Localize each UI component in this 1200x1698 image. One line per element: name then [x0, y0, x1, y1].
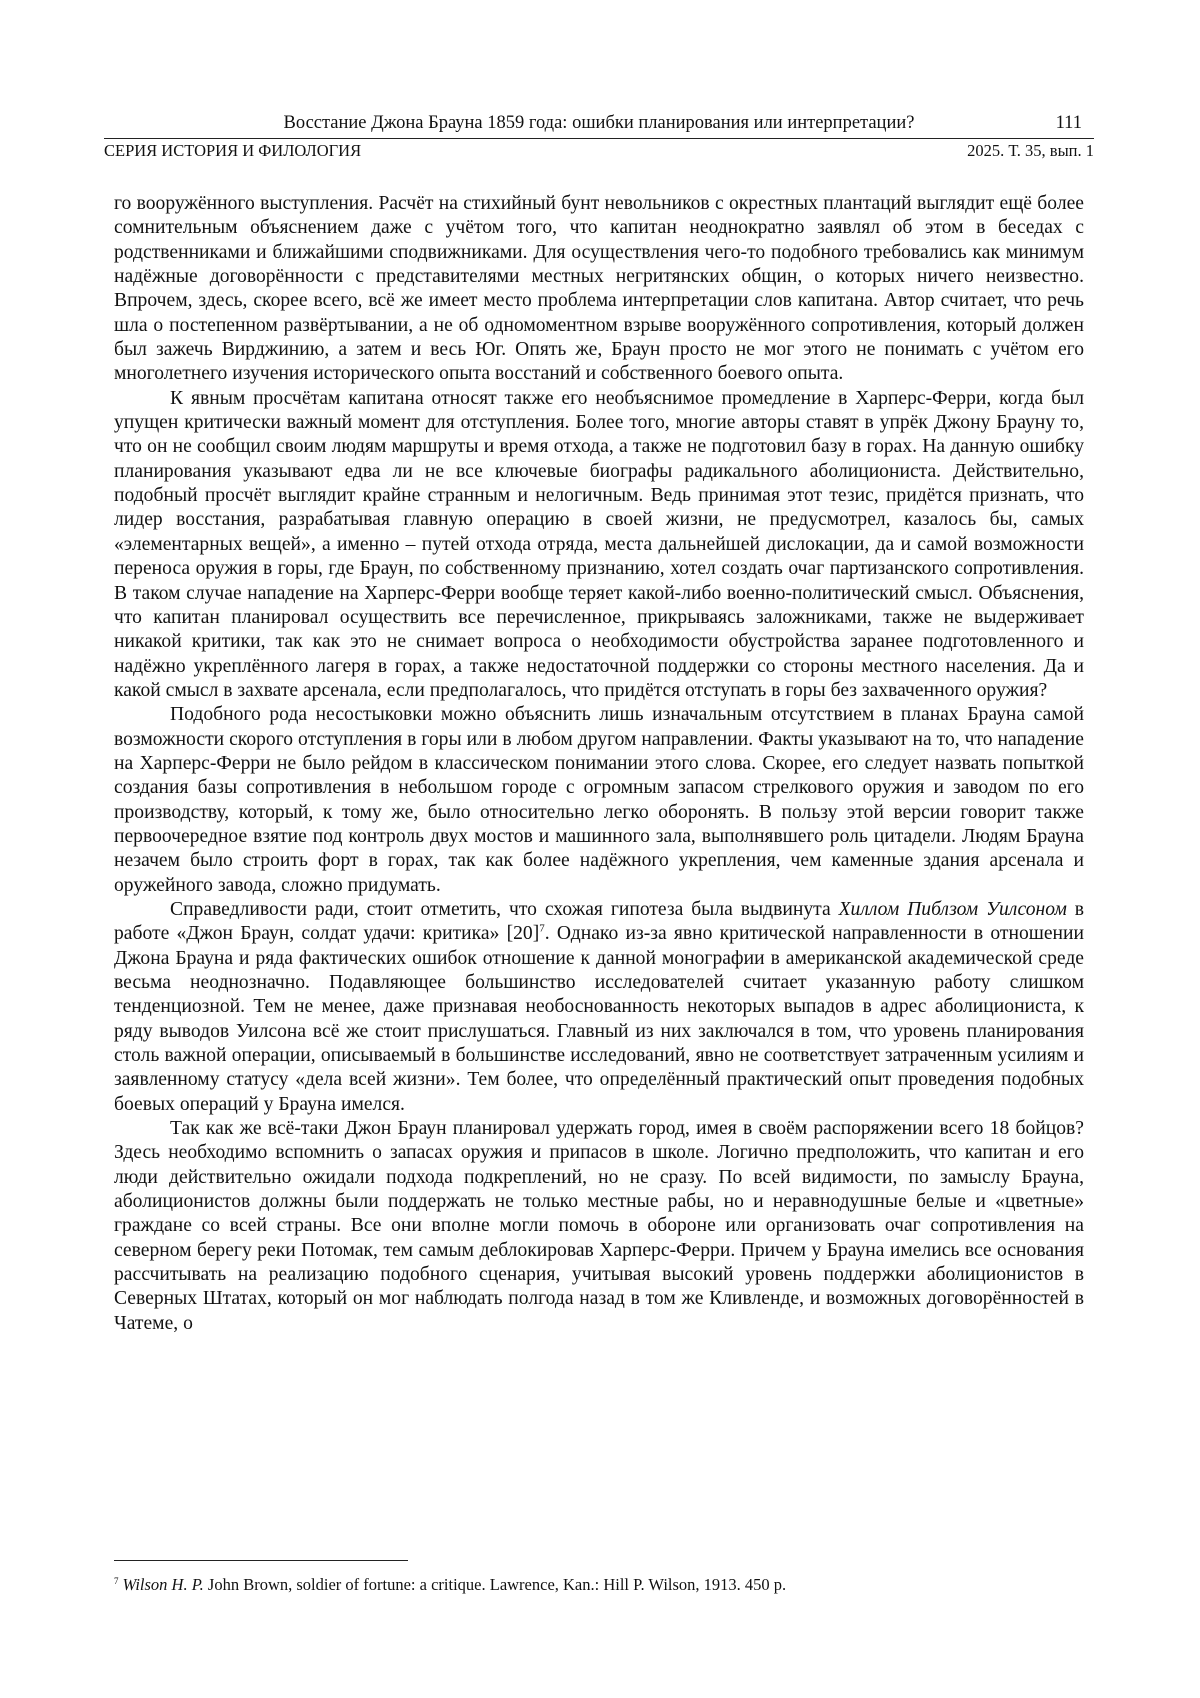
paragraph-4-end: . Однако из-за явно критической направленности в отношении Джона Брауна и ряда фактических ошибок отношение к данной монографии в американской академической среде весьма неоднозначно. Подавляющее большинство исследователей считает указанную работу слишком тенденциозной. Тем не менее, даже признавая необоснованность некоторых выпадов в адрес аболициониста, к ряду выводов Уилсона всё же стоит прислушаться. Главный из них заключался в том, что уровень планирования столь важной операции, описываемый в большинстве исследований, явно не соответствует затраченным усилиям и заявленному статусу «дела всей жизни». Тем более, что определённый практический опыт проведения подобных боевых операций у Брауна имелся.: [114, 923, 1084, 1114]
footnote-author: Wilson H. P.: [123, 1575, 204, 1594]
journal-page: [0, 0, 1200, 1698]
paragraph-2: К явным просчётам капитана относят также его необъяснимое промедление в Харперс-Ферри, когда был упущен критически важный момент для отступления. Более того, многие авторы ставят в упрёк Джону Брауну то, что он не сообщил своим людям маршруты и время отхода, а также не подготовил базу в горах. На данную ошибку планирования указывают едва ли не все ключевые биографы радикального аболициониста. Действительно, подобный просчёт выглядит крайне странным и нелогичным. Ведь принимая этот тезис, придётся признать, что лидер восстания, разрабатывая главную операцию в своей жизни, не предусмотрел, казалось бы, самых «элементарных вещей», а именно – путей отхода отряда, места дальнейшей дислокации, да и самой возможности переноса оружия в горы, где Браун, по собственному признанию, хотел создать очаг партизанского сопротивления. В таком случае нападение на Харперс-Ферри вообще теряет какой-либо военно-политический смысл. Объяснения, что капитан планировал осуществить все перечисленное, прикрываясь заложниками, также не выдерживает никакой критики, так как это не снимает вопроса о необходимости обустройства заранее подготовленного и надёжно укреплённого лагеря в горах, а также недостаточной поддержки со стороны местного населения. Да и какой смысл в захвате арсенала, если предполагалось, что придётся отступать в горы без захваченного оружия?: [114, 387, 1084, 703]
footnote-ref: 7: [539, 923, 545, 935]
article-title: Восстание Джона Брауна 1859 года: ошибки планирования или интерпретации?: [104, 112, 1094, 136]
header-series-row: [104, 139, 1094, 161]
author-name-italic: Хиллом Пиблзом Уилсоном: [839, 899, 1067, 920]
footnote: [114, 1574, 1084, 1595]
paragraph-4-mid: в работе «Джон Браун, солдат удачи: критика» [20]: [114, 899, 1084, 944]
footnote-text: John Brown, soldier of fortune: a critique. Lawrence, Kan.: Hill P. Wilson, 1913. 450 p.: [204, 1575, 786, 1594]
paragraph-4-start: Справедливости ради, стоит отметить, что схожая гипотеза была выдвинута: [170, 899, 839, 920]
header-title-row: [104, 112, 1094, 136]
running-header: [104, 112, 1094, 161]
paragraph-5: Так как же всё-таки Джон Браун планировал удержать город, имея в своём распоряжении всего 18 бойцов? Здесь необходимо вспомнить о запасах оружия и припасов в школе. Логично предположить, что капитан и его люди действительно ожидали подхода подкреплений, но не сразу. По всей видимости, по замыслу Брауна, аболиционистов должны были поддержать не только местные рабы, но и неравнодушные белые и «цветные» граждане со всей страны. Все они вполне могли помочь в обороне или организовать очаг сопротивления на северном берегу реки Потомак, тем самым деблокировав Харперс-Ферри. Причем у Брауна имелись все основания рассчитывать на реализацию подобного сценария, учитывая высокий уровень поддержки аболиционистов в Северных Штатах, который он мог наблюдать полгода назад в том же Кливленде, и возможных договорённостей в Чатеме, о: [114, 1117, 1084, 1336]
article-body: [114, 192, 1084, 1336]
paragraph-4: [114, 898, 1084, 1117]
series-name: СЕРИЯ ИСТОРИЯ И ФИЛОЛОГИЯ: [104, 140, 361, 161]
paragraph-3: Подобного рода несостыковки можно объяснить лишь изначальным отсутствием в планах Брауна самой возможности скорого отступления в горы или в любом другом направлении. Факты указывают на то, что нападение на Харперс-Ферри не было рейдом в классическом понимании этого слова. Скорее, его следует назвать попыткой создания базы сопротивления в небольшом городе с огромным запасом стрелкового оружия и заводом по его производству, который, к тому же, было относительно легко оборонять. В пользу этой версии говорит также первоочередное взятие под контроль двух мостов и машинного зала, выполнявшего роль цитадели. Людям Брауна незачем было строить форт в горах, так как более надёжного укрепления, чем каменные здания арсенала и оружейного завода, сложно придумать.: [114, 703, 1084, 898]
paragraph-1: го вооружённого выступления. Расчёт на стихийный бунт невольников с окрестных плантаций выглядит ещё более сомнительным объяснением даже с учётом того, что капитан неоднократно заявлял об этом в беседах с родственниками и ближайшими сподвижниками. Для осуществления чего-то подобного требовались как минимум надёжные договорённости с представителями местных негритянских общин, о которых ничего неизвестно. Впрочем, здесь, скорее всего, всё же имеет место проблема интерпретации слов капитана. Автор считает, что речь шла о постепенном развёртывании, а не об одномоментном взрыве вооружённого сопротивления, который должен был зажечь Вирджинию, а затем и весь Юг. Опять же, Браун просто не мог этого не понимать с учётом его многолетнего изучения исторического опыта восстаний и собственного боевого опыта.: [114, 192, 1084, 387]
volume-info: 2025. Т. 35, вып. 1: [967, 140, 1094, 161]
footnote-rule: [114, 1560, 408, 1561]
page-number: 111: [1056, 112, 1082, 134]
footnote-mark: 7: [114, 1576, 119, 1586]
